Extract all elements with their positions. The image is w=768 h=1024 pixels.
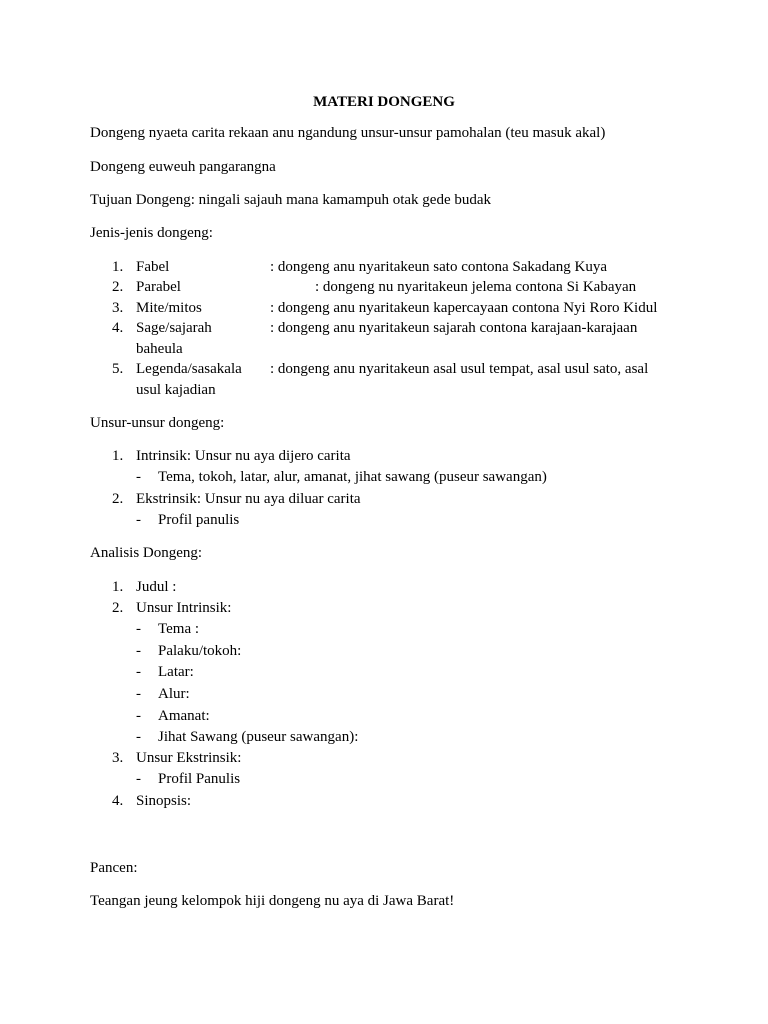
list-number: 3. (112, 300, 124, 316)
jenis-name-continued: usul kajadian (136, 382, 216, 398)
unsur-item-intrinsik: Intrinsik: Unsur nu aya dijero carita (136, 448, 351, 464)
pancen-heading: Pancen: (90, 860, 138, 876)
sub-list-item: Jihat Sawang (puseur sawangan): (158, 729, 359, 745)
jenis-heading: Jenis-jenis dongeng: (90, 225, 213, 241)
analisis-item-judul: Judul : (136, 579, 177, 595)
list-number: 3. (112, 750, 124, 766)
list-number: 1. (112, 448, 124, 464)
analisis-heading: Analisis Dongeng: (90, 545, 203, 561)
list-number: 2. (112, 600, 124, 616)
bullet-dash: - (136, 771, 141, 787)
sub-list-item: Alur: (158, 686, 190, 702)
jenis-name: Parabel (136, 279, 181, 295)
list-number: 1. (112, 579, 124, 595)
sub-list-item: Profil Panulis (158, 771, 241, 787)
sub-list-item: Palaku/tokoh: (158, 643, 242, 659)
jenis-name: Legenda/sasakala (136, 361, 242, 377)
bullet-dash: - (136, 469, 141, 485)
jenis-name: Sage/sajarah (136, 320, 212, 336)
intro-paragraph-author: Dongeng euweuh pangarangna (90, 159, 276, 175)
list-number: 4. (112, 320, 124, 336)
jenis-description: : dongeng anu nyaritakeun asal usul tempat, asal usul sato, asal (270, 361, 649, 377)
jenis-name-continued: baheula (136, 341, 183, 357)
analisis-item-intrinsik: Unsur Intrinsik: (136, 600, 232, 616)
sub-list-item: Tema : (158, 621, 200, 637)
jenis-description: : dongeng nu nyaritakeun jelema contona Si Kabayan (315, 279, 637, 295)
list-number: 4. (112, 793, 124, 809)
list-number: 1. (112, 259, 124, 275)
jenis-name: Fabel (136, 259, 170, 275)
unsur-item-ekstrinsik: Ekstrinsik: Unsur nu aya diluar carita (136, 491, 361, 507)
list-number: 5. (112, 361, 124, 377)
sub-list-item: Tema, tokoh, latar, alur, amanat, jihat sawang (puseur sawangan) (158, 469, 547, 485)
sub-list-item: Latar: (158, 664, 194, 680)
pancen-task: Teangan jeung kelompok hiji dongeng nu aya di Jawa Barat! (90, 893, 455, 909)
jenis-name: Mite/mitos (136, 300, 202, 316)
analisis-item-ekstrinsik: Unsur Ekstrinsik: (136, 750, 242, 766)
bullet-dash: - (136, 664, 141, 680)
bullet-dash: - (136, 708, 141, 724)
intro-paragraph-purpose: Tujuan Dongeng: ningali sajauh mana kamampuh otak gede budak (90, 192, 492, 208)
bullet-dash: - (136, 643, 141, 659)
unsur-heading: Unsur-unsur dongeng: (90, 415, 225, 431)
bullet-dash: - (136, 621, 141, 637)
jenis-description: : dongeng anu nyaritakeun kapercayaan contona Nyi Roro Kidul (270, 300, 658, 316)
sub-list-item: Amanat: (158, 708, 210, 724)
bullet-dash: - (136, 512, 141, 528)
bullet-dash: - (136, 729, 141, 745)
list-number: 2. (112, 491, 124, 507)
jenis-description: : dongeng anu nyaritakeun sato contona Sakadang Kuya (270, 259, 607, 275)
intro-paragraph-definition: Dongeng nyaeta carita rekaan anu ngandung unsur-unsur pamohalan (teu masuk akal) (90, 125, 606, 141)
document-title: MATERI DONGENG (313, 94, 455, 110)
jenis-description: : dongeng anu nyaritakeun sajarah contona karajaan-karajaan (270, 320, 638, 336)
analisis-item-sinopsis: Sinopsis: (136, 793, 192, 809)
list-number: 2. (112, 279, 124, 295)
bullet-dash: - (136, 686, 141, 702)
sub-list-item: Profil panulis (158, 512, 240, 528)
